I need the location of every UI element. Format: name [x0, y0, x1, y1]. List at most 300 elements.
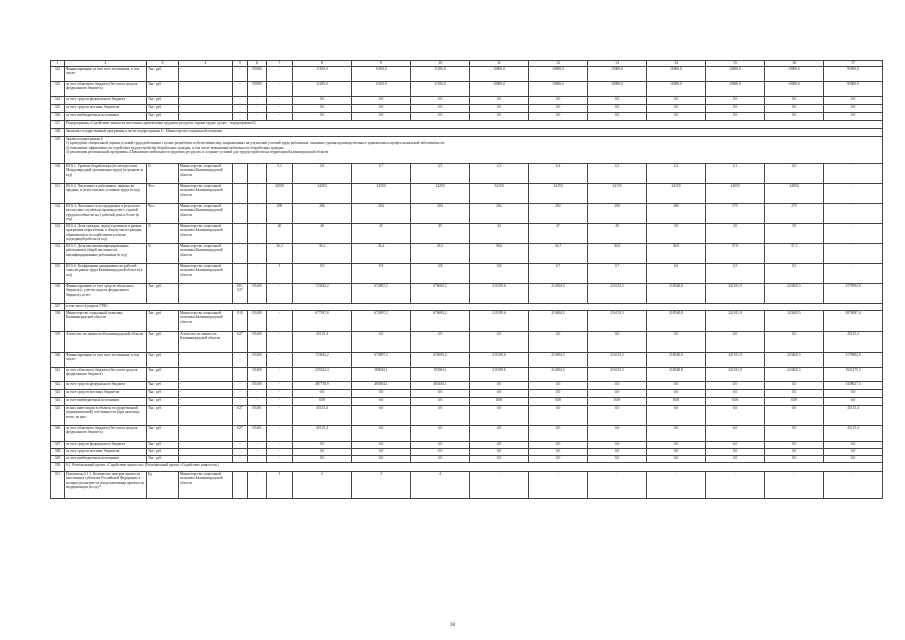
value-cell: 0,0: [588, 382, 647, 390]
unit-cell: Чел.: [147, 184, 179, 204]
value-cell: 11100,0: [411, 82, 470, 97]
value-cell: 10000,0: [765, 67, 824, 82]
value-cell: 45: [352, 224, 411, 244]
value-cell: 275: [765, 204, 824, 224]
value-cell: 676693,2: [411, 284, 470, 304]
responsible-cell: -: [179, 390, 233, 398]
responsible-cell: -: [179, 284, 233, 304]
value-cell: 0,0: [411, 406, 470, 426]
section-heading: Заказчик государственной программы в части подпрограммы 6 - Министерство социальной политики: [65, 129, 883, 137]
base-value-cell: -: [267, 456, 293, 463]
unit-cell: Чел.: [147, 204, 179, 224]
base-value-cell: -: [267, 398, 293, 406]
row-description: Финансирование за счет средств областного бюджета (с учетом средств федерального бюджета), всего: [65, 284, 147, 304]
row-number: 337: [51, 304, 65, 311]
value-cell: 0,0: [470, 426, 529, 442]
value-cell: 3179902,9: [824, 284, 883, 304]
value-cell: 45115,4: [293, 332, 352, 353]
table-row: [51, 382, 883, 390]
value-cell: 211039,6: [470, 368, 529, 382]
value-cell: -: [765, 472, 824, 499]
unit-cell: %: [147, 244, 179, 264]
unit-cell: %: [147, 164, 179, 184]
table-row: [51, 284, 883, 304]
value-cell: 45: [411, 224, 470, 244]
value-cell: 0,0: [529, 382, 588, 390]
value-cell: 672897,2: [352, 353, 411, 368]
value-cell: 4,3: [470, 164, 529, 184]
value-cell: 211039,6: [470, 353, 529, 368]
section-heading: Подпрограмма «Содействие занятости населения, привлечения трудовых ресурсов, охрана труда» (далее - подпрограмма 6): [65, 121, 883, 129]
value-cell: 0,0: [352, 97, 411, 105]
value-cell: 0,00: [647, 398, 706, 406]
base-value-cell: -: [267, 82, 293, 97]
table-row: [51, 113, 883, 121]
unit-cell: Тыс. руб.: [147, 406, 179, 426]
table-row: [51, 304, 883, 311]
value-cell: 0,0: [293, 390, 352, 398]
value-cell: 284: [352, 204, 411, 224]
table-row: [51, 390, 883, 398]
unit-cell: Ед.: [147, 472, 179, 499]
column-number: 9: [352, 61, 411, 67]
value-cell: 34250: [411, 184, 470, 204]
code-cell: 05400: [248, 353, 267, 368]
responsible-cell: -: [179, 398, 233, 406]
table-row: [51, 97, 883, 105]
value-cell: 0,0: [470, 406, 529, 426]
base-value-cell: -: [267, 353, 293, 368]
table-row: [51, 105, 883, 113]
value-cell: 280: [647, 204, 706, 224]
grbs-cell: -: [233, 368, 248, 382]
row-description: Показатель 6.1.1. Количество центров занятости населения в субъектах Российской Федерации, в которых реализуются или реализованы проекты по модернизации (в год) *: [65, 472, 147, 499]
grbs-cell: -: [233, 204, 248, 224]
table-row: [51, 456, 883, 463]
row-number: 325: [51, 82, 65, 97]
row-description: за счет средств федерального бюджета: [65, 97, 147, 105]
base-value-cell: -: [267, 426, 293, 442]
value-cell: 216135,3: [588, 353, 647, 368]
value-cell: 0,0: [824, 390, 883, 398]
grbs-cell: -: [233, 382, 248, 390]
value-cell: 0,0: [529, 442, 588, 449]
value-cell: 0,0: [529, 332, 588, 353]
code-cell: 05401: [248, 406, 267, 426]
unit-cell: Тыс. руб.: [147, 82, 179, 97]
value-cell: 677927,8: [293, 311, 352, 332]
unit-cell: %: [147, 224, 179, 244]
value-cell: 11100,0: [352, 82, 411, 97]
value-cell: 3179902,9: [824, 353, 883, 368]
base-value-cell: -: [267, 368, 293, 382]
value-cell: 284: [411, 204, 470, 224]
unit-cell: Тыс. руб.: [147, 97, 179, 105]
value-cell: 45115,4: [293, 406, 352, 426]
section-heading: в том числе в разрезе ГРБС:: [65, 304, 883, 311]
value-cell: 36,9: [647, 244, 706, 264]
value-cell: 0,0: [411, 332, 470, 353]
value-cell: 0,0: [470, 442, 529, 449]
unit-cell: Тыс. руб.: [147, 456, 179, 463]
value-cell: 0,0: [352, 456, 411, 463]
row-number: 332: [51, 204, 65, 224]
value-cell: -: [824, 164, 883, 184]
value-cell: 0,0: [765, 382, 824, 390]
row-number: 341: [51, 368, 65, 382]
value-cell: 10000,0: [588, 67, 647, 82]
unit-cell: Тыс. руб.: [147, 67, 179, 82]
value-cell: 0,0: [647, 390, 706, 398]
value-cell: 676693,2: [411, 311, 470, 332]
value-cell: 34050: [765, 184, 824, 204]
unit-cell: Тыс. руб.: [147, 332, 179, 353]
code-cell: -: [248, 113, 267, 121]
value-cell: 36,8: [588, 244, 647, 264]
row-number: 330: [51, 164, 65, 184]
value-cell: 34350: [352, 184, 411, 204]
grbs-cell: -: [233, 184, 248, 204]
row-description: Министерство социальной политики Калининградской области: [65, 311, 147, 332]
value-cell: 483630,1: [411, 382, 470, 390]
grbs-cell: -: [233, 244, 248, 264]
column-number: 5: [233, 61, 248, 67]
value-cell: 0,0: [411, 449, 470, 456]
value-cell: 1921275,3: [824, 368, 883, 382]
value-cell: 0,0: [470, 332, 529, 353]
value-cell: 0,0: [588, 97, 647, 105]
budget-table: [50, 60, 883, 499]
value-cell: 218548,8: [647, 353, 706, 368]
value-cell: 282: [529, 204, 588, 224]
base-value-cell: -: [267, 105, 293, 113]
table-row: [51, 398, 883, 406]
row-description: Финансирование за счет всех источников, в том числе:: [65, 353, 147, 368]
value-cell: 0,0: [706, 332, 765, 353]
table-row: [51, 264, 883, 284]
value-cell: 2: [293, 472, 352, 499]
value-cell: 0,0: [824, 456, 883, 463]
responsible-cell: -: [179, 82, 233, 97]
value-cell: 0,0: [411, 113, 470, 121]
value-cell: 10000,0: [529, 82, 588, 97]
value-cell: 672897,2: [352, 311, 411, 332]
value-cell: -: [824, 204, 883, 224]
value-cell: 0,7: [588, 264, 647, 284]
column-number: 13: [588, 61, 647, 67]
code-cell: -: [248, 264, 267, 284]
value-cell: 723043,2: [293, 353, 352, 368]
column-number: 2: [65, 61, 147, 67]
value-cell: 213694,5: [529, 353, 588, 368]
row-number: 349: [51, 456, 65, 463]
value-cell: 0,0: [529, 456, 588, 463]
value-cell: 0,0: [706, 113, 765, 121]
row-description: за счет средств федерального бюджета: [65, 382, 147, 390]
value-cell: 223405,5: [765, 353, 824, 368]
value-cell: 34150: [470, 184, 529, 204]
table-row: [51, 204, 883, 224]
base-value-cell: 290: [267, 204, 293, 224]
row-number: 324: [51, 97, 65, 105]
value-cell: 0,7: [529, 264, 588, 284]
value-cell: 189043,1: [352, 368, 411, 382]
value-cell: 10000,0: [647, 67, 706, 82]
value-cell: 218548,8: [647, 368, 706, 382]
value-cell: 0,0: [293, 449, 352, 456]
responsible-cell: -: [179, 113, 233, 121]
row-description: за счет средств местных бюджетов: [65, 390, 147, 398]
row-description: за счет средств федерального бюджета: [65, 442, 147, 449]
value-cell: 0,0: [411, 442, 470, 449]
row-number: 347: [51, 442, 65, 449]
value-cell: 4,0: [765, 164, 824, 184]
responsible-cell: Агентство по занятости Калининградской области: [179, 332, 233, 353]
grbs-cell: -: [233, 164, 248, 184]
value-cell: 280: [588, 204, 647, 224]
responsible-cell: Министерство социальной политики Калининградской области: [179, 164, 233, 184]
value-cell: 10000,0: [706, 82, 765, 97]
value-cell: 36,2: [293, 244, 352, 264]
base-value-cell: 1: [267, 472, 293, 499]
responsible-cell: Министерство социальной политики Калининградской области: [179, 184, 233, 204]
value-cell: 95000,0: [824, 82, 883, 97]
base-value-cell: -: [267, 442, 293, 449]
row-description: ИЗ 6.3. Численность пострадавших в результате несчастных случаев на производстве с утратой трудоспособности на 1 рабочий день и более (в год): [65, 204, 147, 224]
table-row: [51, 368, 883, 382]
value-cell: 0,0: [647, 426, 706, 442]
value-cell: -: [824, 472, 883, 499]
value-cell: 0,0: [706, 406, 765, 426]
table-row: [51, 406, 883, 426]
value-cell: 0,0: [470, 113, 529, 121]
value-cell: 50: [765, 224, 824, 244]
value-cell: 10000,0: [529, 67, 588, 82]
responsible-cell: -: [179, 67, 233, 82]
row-number: 333: [51, 224, 65, 244]
value-cell: 45115,4: [293, 426, 352, 442]
value-cell: 10000,0: [470, 82, 529, 97]
value-cell: 37,1: [765, 244, 824, 264]
row-number: 328: [51, 129, 65, 137]
value-cell: 0,0: [765, 406, 824, 426]
value-cell: 47: [529, 224, 588, 244]
code-cell: 05400: [248, 332, 267, 353]
value-cell: 0,0: [352, 398, 411, 406]
base-value-cell: -: [267, 97, 293, 105]
value-cell: 4,8: [293, 164, 352, 184]
column-number: 7: [267, 61, 293, 67]
value-cell: 0,0: [588, 449, 647, 456]
value-cell: 0,0: [588, 332, 647, 353]
value-cell: 0,0: [352, 406, 411, 426]
base-value-cell: -: [267, 406, 293, 426]
row-number: 345: [51, 406, 65, 426]
row-number: 338: [51, 311, 65, 332]
value-cell: 0,0: [765, 390, 824, 398]
value-cell: 0,00: [765, 398, 824, 406]
value-cell: 4,4: [529, 164, 588, 184]
value-cell: 0,0: [470, 97, 529, 105]
unit-cell: Тыс. руб.: [147, 311, 179, 332]
value-cell: 211039,6: [470, 284, 529, 304]
code-cell: 05400: [248, 382, 267, 390]
value-cell: 4: [411, 472, 470, 499]
responsible-cell: Министерство социальной политики Калининградской области: [179, 244, 233, 264]
value-cell: 10000,0: [706, 67, 765, 82]
column-number: 10: [411, 61, 470, 67]
responsible-cell: -: [179, 97, 233, 105]
base-value-cell: -: [267, 311, 293, 332]
value-cell: 275: [706, 204, 765, 224]
value-cell: 221011,9: [706, 311, 765, 332]
column-number: 17: [824, 61, 883, 67]
value-cell: -: [470, 472, 529, 499]
grbs-cell: 027: [233, 426, 248, 442]
row-number: 326: [51, 113, 65, 121]
value-cell: 0,0: [411, 97, 470, 105]
value-cell: 0,0: [352, 442, 411, 449]
row-description: ИЗ 6.1. Уровень безработицы (по методологии Международной организации труда) (в среднем за год): [65, 164, 147, 184]
base-value-cell: 5,1: [267, 164, 293, 184]
value-cell: -: [529, 472, 588, 499]
value-cell: 0,0: [588, 456, 647, 463]
value-cell: -: [824, 264, 883, 284]
table-row: [51, 353, 883, 368]
value-cell: 0,0: [647, 113, 706, 121]
value-cell: 216135,3: [588, 311, 647, 332]
code-cell: -: [248, 244, 267, 264]
value-cell: 45115,4: [824, 426, 883, 442]
row-number: 336: [51, 284, 65, 304]
table-row: [51, 224, 883, 244]
row-number: 331: [51, 184, 65, 204]
column-number: 1: [51, 61, 65, 67]
row-number: 343: [51, 390, 65, 398]
value-cell: 0,0: [765, 426, 824, 442]
value-cell: 0,00: [588, 398, 647, 406]
row-description: за счет внебюджетных источников: [65, 456, 147, 463]
row-number: 348: [51, 449, 65, 456]
responsible-cell: -: [179, 449, 233, 456]
value-cell: 0,0: [470, 390, 529, 398]
grbs-cell: -: [233, 97, 248, 105]
row-description: за счет областного бюджета (без учета средств федерального бюджета): [65, 368, 147, 382]
unit-cell: Тыс. руб.: [147, 382, 179, 390]
unit-cell: Тыс. руб.: [147, 353, 179, 368]
unit-cell: Тыс. руб.: [147, 449, 179, 456]
value-cell: 0,0: [824, 442, 883, 449]
responsible-cell: -: [179, 353, 233, 368]
value-cell: 211039,6: [470, 311, 529, 332]
value-cell: 0,0: [529, 426, 588, 442]
value-cell: 0,0: [352, 449, 411, 456]
value-cell: 45115,4: [824, 406, 883, 426]
value-cell: 11100,0: [293, 82, 352, 97]
row-description: ИЗ 6.6. Коэффициент напряженности рабочей силы на рынке труда Калининградской области (в год): [65, 264, 147, 284]
table-row: [51, 184, 883, 204]
value-cell: 0,9: [293, 264, 352, 284]
row-description: Агентство по занятости Калининградской области: [65, 332, 147, 353]
value-cell: -: [706, 472, 765, 499]
value-cell: 50: [647, 224, 706, 244]
value-cell: 0,0: [824, 105, 883, 113]
code-cell: -: [248, 398, 267, 406]
value-cell: 0,8: [411, 264, 470, 284]
base-value-cell: 34350: [267, 184, 293, 204]
table-row: [51, 129, 883, 137]
code-cell: -: [248, 204, 267, 224]
value-cell: 221011,9: [706, 353, 765, 368]
value-cell: 0,0: [765, 105, 824, 113]
table-row: [51, 244, 883, 264]
column-number: 11: [470, 61, 529, 67]
value-cell: 0,0: [824, 97, 883, 105]
base-value-cell: 40: [267, 224, 293, 244]
code-cell: 95000: [248, 82, 267, 97]
grbs-cell: -: [233, 113, 248, 121]
column-number: 8: [293, 61, 352, 67]
value-cell: 0,0: [765, 442, 824, 449]
value-cell: 0,0: [352, 105, 411, 113]
value-cell: 235324,3: [293, 368, 352, 382]
value-cell: 0,0: [765, 449, 824, 456]
responsible-cell: -: [179, 456, 233, 463]
value-cell: 10000,0: [647, 82, 706, 97]
unit-cell: Тыс. руб.: [147, 113, 179, 121]
value-cell: 0,0: [293, 456, 352, 463]
value-cell: 3070087,4: [824, 311, 883, 332]
value-cell: 0,0: [411, 390, 470, 398]
page-number: 38: [450, 623, 455, 628]
value-cell: 0,0: [824, 113, 883, 121]
value-cell: 0,0: [647, 105, 706, 113]
code-cell: -: [248, 184, 267, 204]
row-description: за счет внебюджетных источников: [65, 398, 147, 406]
unit-cell: Тыс. руб.: [147, 105, 179, 113]
row-description: за счет средств местных бюджетов: [65, 105, 147, 113]
grbs-cell: -: [233, 472, 248, 499]
row-description: за счет средств местных бюджетов: [65, 449, 147, 456]
unit-cell: Тыс. руб.: [147, 426, 179, 442]
grbs-cell: -: [233, 224, 248, 244]
row-number: 327: [51, 121, 65, 129]
unit-cell: Тыс. руб.: [147, 398, 179, 406]
table-row: [51, 463, 883, 472]
row-number: 340: [51, 353, 65, 368]
grbs-cell: -: [233, 456, 248, 463]
value-cell: 723043,2: [293, 284, 352, 304]
value-cell: 40: [293, 224, 352, 244]
value-cell: -: [824, 244, 883, 264]
value-cell: 0,0: [529, 449, 588, 456]
value-cell: 0,0: [588, 390, 647, 398]
value-cell: 0,0: [352, 113, 411, 121]
row-description: за счет областного бюджета (без учета средств федерального бюджета): [65, 426, 147, 442]
code-cell: -: [248, 164, 267, 184]
code-cell: -: [248, 105, 267, 113]
value-cell: 95000,0: [824, 67, 883, 82]
code-cell: 05400: [248, 284, 267, 304]
responsible-cell: Министерство социальной политики Калининградской области: [179, 204, 233, 224]
responsible-cell: Министерство социальной политики Калининградской области: [179, 311, 233, 332]
responsible-cell: -: [179, 426, 233, 442]
table-row: [51, 426, 883, 442]
value-cell: 4,5: [411, 164, 470, 184]
column-number: 4: [179, 61, 233, 67]
base-value-cell: 1: [267, 264, 293, 284]
value-cell: 223405,5: [765, 311, 824, 332]
